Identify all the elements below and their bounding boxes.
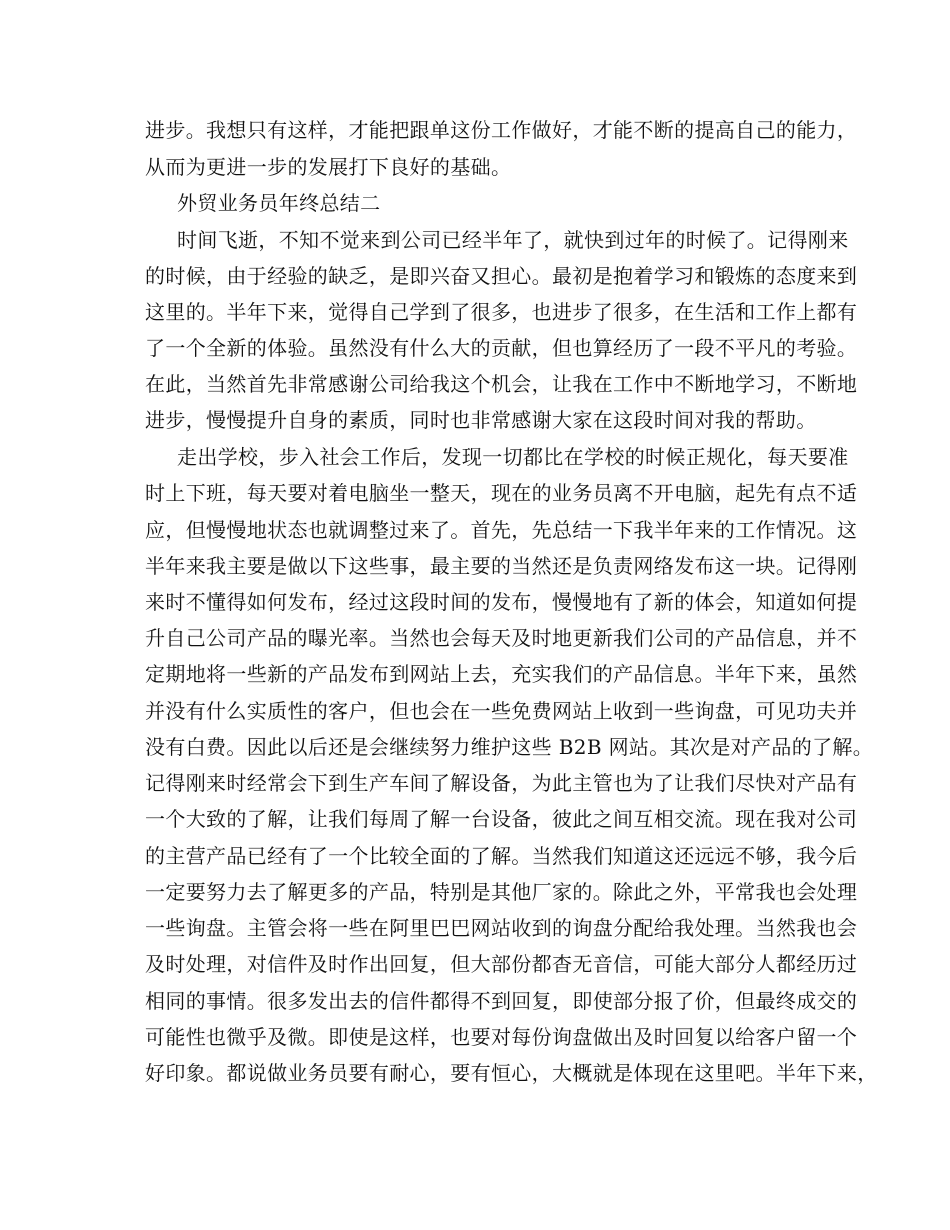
section-heading: 外贸业务员年终总结二	[177, 191, 381, 215]
text-line: 来时不懂得如何发布，经过这段时间的发布，慢慢地有了新的体会，知道如何提	[145, 590, 858, 614]
text-line: 在此，当然首先非常感谢公司给我这个机会，让我在工作中不断地学习，不断地	[145, 372, 858, 396]
text-line: 升自己公司产品的曝光率。当然也会每天及时地更新我们公司的产品信息，并不	[145, 626, 858, 650]
text-line: 这里的。半年下来，觉得自己学到了很多，也进步了很多，在生活和工作上都有	[145, 300, 858, 324]
text-line: 进步。我想只有这样，才能把跟单这份工作做好，才能不断的提高自己的能力，	[145, 118, 858, 142]
text-line: 并没有什么实质性的客户，但也会在一些免费网站上收到一些询盘，可见功夫并	[145, 699, 858, 723]
text-line: 记得刚来时经常会下到生产车间了解设备，为此主管也为了让我们尽快对产品有	[145, 771, 858, 795]
text-line: 进步，慢慢提升自身的素质，同时也非常感谢大家在这段时间对我的帮助。	[145, 408, 817, 432]
text-line: 走出学校，步入社会工作后，发现一切都比在学校的时候正规化，每天要准	[177, 445, 849, 469]
text-line: 相同的事情。很多发出去的信件都得不到回复，即使部分报了价，但最终成交的	[145, 989, 858, 1013]
text-line: 的时候，由于经验的缺乏，是即兴奋又担心。最初是抱着学习和锻炼的态度来到	[145, 264, 858, 288]
text-line: 可能性也微乎及微。即使是这样，也要对每份询盘做出及时回复以给客户留一个	[145, 1025, 858, 1049]
text-line: 好印象。都说做业务员要有耐心，要有恒心，大概就是体现在这里吧。半年下来，	[145, 1061, 878, 1085]
text-line: 了一个全新的体验。虽然没有什么大的贡献，但也算经历了一段不平凡的考验。	[145, 336, 858, 360]
text-line: 一定要努力去了解更多的产品，特别是其他厂家的。除此之外，平常我也会处理	[145, 880, 858, 904]
text-line: 定期地将一些新的产品发布到网站上去，充实我们的产品信息。半年下来，虽然	[145, 662, 858, 686]
text-line: 及时处理，对信件及时作出回复，但大部份都杳无音信，可能大部分人都经历过	[145, 952, 858, 976]
text-line: 时间飞逝，不知不觉来到公司已经半年了，就快到过年的时候了。记得刚来	[177, 228, 849, 252]
text-line: 半年来我主要是做以下这些事，最主要的当然还是负责网络发布这一块。记得刚	[145, 554, 858, 578]
text-line: 的主营产品已经有了一个比较全面的了解。当然我们知道这还远远不够，我今后	[145, 844, 858, 868]
text-line: 从而为更进一步的发展打下良好的基础。	[145, 155, 512, 179]
text-line: 一个大致的了解，让我们每周了解一台设备，彼此之间互相交流。现在我对公司	[145, 807, 858, 831]
text-line: 一些询盘。主管会将一些在阿里巴巴网站收到的询盘分配给我处理。当然我也会	[145, 916, 858, 940]
text-line: 时上下班，每天要对着电脑坐一整天，现在的业务员离不开电脑，起先有点不适	[145, 481, 858, 505]
text-line: 没有白费。因此以后还是会继续努力维护这些 B2B 网站。其次是对产品的了解。	[145, 735, 874, 759]
text-line: 应，但慢慢地状态也就调整过来了。首先，先总结一下我半年来的工作情况。这	[145, 518, 858, 542]
